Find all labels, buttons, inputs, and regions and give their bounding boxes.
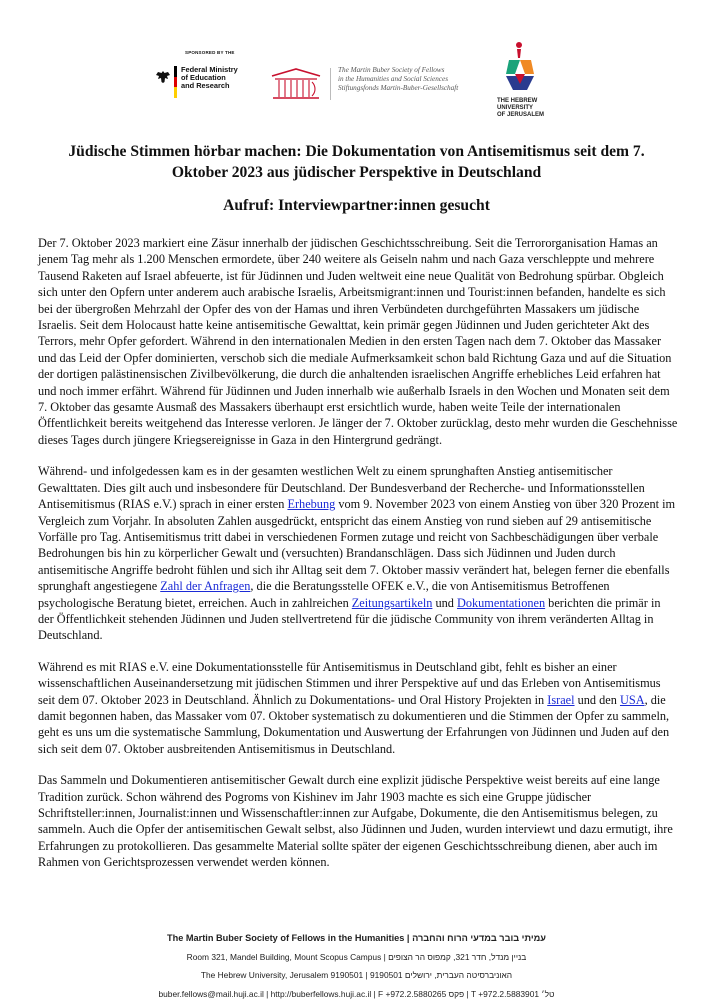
link-zeitungsartikeln[interactable]: Zeitungsartikeln — [351, 595, 433, 610]
text-span: und — [432, 595, 457, 610]
link-zahl-der-anfragen[interactable]: Zahl der Anfragen — [160, 579, 251, 594]
huji-line: OF JERUSALEM — [497, 112, 545, 119]
buber-building-icon — [270, 66, 322, 100]
buber-line: in the Humanities and Social Sciences — [338, 75, 448, 83]
footer-contact-line: buber.fellows@mail.huji.ac.il | http://buberfellows.huji.ac.il | F +972.2.5880265 פקס | T +972.2.5883901 טל׳ — [158, 989, 555, 999]
hebrew-university-logo — [493, 40, 553, 125]
body-text — [38, 235, 678, 886]
german-flag-stripe — [174, 66, 177, 98]
buber-line: Stiftungsfonds Martin-Buber-Gesellschaft — [338, 84, 459, 92]
text-span: Während es mit RIAS e.V. eine Dokumentationsstelle für Antisemitismus in Deutschland gibt, fehlt es bisher an einer wissenschaftlichen Auseinandersetzung mit jüdischen Stimmen und ihrer Perspektive auf und das Erleben von Antisemitismus seit dem 07. Oktober 2023 in Deutschland. Ähnlich zu Dokumentations- und Oral History Projekten in — [38, 659, 661, 707]
paragraph-4: Das Sammeln und Dokumentieren antisemitischer Gewalt durch eine explizit jüdische Perspektive weist bereits auf eine lange Tradition zurück. Schon während des Pogroms von Kishinev im Jahr 1903 machte es sich eine Gruppe jüdischer Schriftsteller:innen, Journalist:innen und Wissenschaftler:innen zur Aufgabe, Dokumente, die den Antisemitismus belegen, zu sammeln. Auch die Opfer der antisemitischen Gewalt selbst, also Jüdinnen und Juden, wurden interviewt und dazu ermutigt, ihre Erfahrungen zu protokollieren. Das gesammelte Material sollte später der eigenen Geschichtsschreibung dienen, aber auch im Rahmen von Gerichtsprozessen verwendet werden können. — [38, 773, 673, 870]
link-erhebung[interactable]: Erhebung — [287, 497, 336, 512]
text-span: berichten die primär in der Öffentlichkeit stehenden Jüdinnen und Juden stellvertretend für die jüdische Community von ihrem veränderten Alltag in Deutschland. — [38, 595, 661, 643]
text-span: , die damit begonnen haben, das Massaker vom 07. Oktober systematisch zu dokumentieren und die Stimmen der Opfer zu sammeln, geht es uns um die systematische Sammlung, Dokumentation und Auswertung der Erfahrungen von Jüdinnen und Juden auf den sich seit dem 07. Oktober ausbreitenden Antisemitismus in Deutschland. — [38, 692, 670, 756]
text-span: und den — [574, 692, 620, 707]
sponsored-by-label: SPONSORED BY THE — [185, 50, 235, 55]
ministry-line: Federal Ministry — [181, 65, 238, 74]
document-subtitle: Aufruf: Interviewpartner:innen gesucht — [223, 197, 490, 214]
link-dokumentationen[interactable]: Dokumentationen — [456, 595, 546, 610]
buber-society-logo — [270, 62, 490, 108]
federal-eagle-icon — [155, 70, 171, 84]
link-usa[interactable]: USA — [619, 692, 645, 707]
buber-line: The Martin Buber Society of Fellows — [338, 66, 445, 74]
huji-emblem-icon — [503, 40, 537, 92]
text-span: Während- und infolgedessen kam es in der gesamten westlichen Welt zu einem sprunghaften Anstieg antisemitischer Gewalttaten. Dies gilt auch und insbesondere für Deutschland. Der Bundesverband der Recherche- und Informationsstellen Antisemitismus (RIAS e.V.) sprach in einer ersten — [38, 464, 645, 512]
huji-name — [497, 98, 544, 120]
letterhead — [0, 0, 713, 130]
ministry-name — [181, 66, 238, 90]
footer-society-line: The Martin Buber Society of Fellows in the Humanities | עמיתי בובר במדעי הרוח והחברה — [167, 933, 546, 943]
document-title: Jüdische Stimmen hörbar machen: Die Dokumentation von Antisemitismus seit dem 7. Oktober 2023 aus jüdischer Perspektive in Deutschland — [68, 143, 645, 181]
paragraph-2 — [38, 463, 678, 643]
paragraph-1: Der 7. Oktober 2023 markiert eine Zäsur innerhalb der jüdischen Geschichtsschreibung. Seit die Terrororganisation Hamas an jenem Tag mehr als 1.200 Menschen ermordete, über 240 weitere als Geiseln nahm und nach Gaza verschleppte und mehrere Tausend Raketen auf Israel abfeuerte, ist für Jüdinnen und Juden weltweit eine neue Qualität von Bedrohung spürbar. Obgleich sich unter den Opfern unter anderem auch arabische Israelis, Arbeitsmigrant:innen und Tourist:innen befanden, handelte es sich bei der übergroßen Mehrzahl der Opfer des von der Hamas und ihren Verbündeten durchgeführten Massakers um jüdische Israelis. Seit dem Holocaust hatte keine antisemitische Gewalttat, kein primär gegen Jüdinnen und Juden gerichteter Akt des Terrors, mehr Opfer gefordert. Während in den internationalen Medien in den ersten Tagen nach dem 7. Oktober das Massaker und das Leid der Opfer dominierten, verschob sich die mediale Aufmerksamkeit schon bald Richtung Gaza und auf die Situation der dortigen palästinensischen Zivilbevölkerung, die durch die anhaltenden israelischen Angriffe erhebliches Leid erfahren hat und noch immer erfährt. Während für Jüdinnen und Juden innerhalb wie außerhalb Israels in den Wochen und Monaten seit dem 7. Oktober das gesamte Ausmaß des Massakers überhaupt erst ersichtlich wurde, haben weite Teile der internationalen Öffentlichkeit bereits weitgehend das Interesse verloren. Je länger der 7. Oktober zurücklag, desto mehr wurden die Geschehnisse dieses Tages durch jüngere Kriegsereignisse in Gaza in den Hintergrund gedrängt. — [38, 236, 678, 447]
huji-line: THE HEBREW — [497, 98, 538, 104]
footer-address-line: Room 321, Mandel Building, Mount Scopus Campus | בניין מנדל, חדר 321, קמפוס הר הצופים — [186, 952, 527, 962]
ministry-line: and Research — [181, 81, 230, 90]
logo-divider — [330, 68, 331, 100]
ministry-line: of Education — [181, 73, 226, 82]
text-span: , die die Beratungsstelle OFEK e.V., die von Antisemitismus Betroffenen psychologische Beratung bietet, erreichen. Auch in zahlreichen — [38, 579, 610, 610]
paragraph-3 — [38, 659, 678, 757]
footer-university-line: The Hebrew University, Jerusalem 9190501 | 9190501 האוניברסיטה העברית, ירושלים — [200, 970, 513, 980]
huji-line: UNIVERSITY — [497, 105, 534, 112]
text-span: vom 9. November 2023 von einem Anstieg von über 320 Prozent im Vergleich zum Vorjahr. In absoluten Zahlen ausgedrückt, entspricht das einem Anstieg von rund sieben auf 29 antisemitische Vorfälle pro Tag. Antisemitismus tritt dabei in verschiedenen Formen zutage und reicht von Sachbeschädigungen über verbale Bedrohungen bis hin zu körperlicher Gewalt und (versuchten) Brandanschlägen. Dass sich Jüdinnen und Juden durch antisemitische Angriffe bedroht fühlen und sich ihr Alltag seit dem 7. Oktober massiv verändert hat, belegen ferner die ebenfalls sprunghaft angestiegene — [38, 497, 676, 594]
link-israel[interactable]: Israel — [547, 692, 575, 707]
bmbf-logo — [155, 50, 265, 110]
letterhead-footer — [0, 925, 713, 1000]
buber-society-name — [338, 66, 458, 93]
